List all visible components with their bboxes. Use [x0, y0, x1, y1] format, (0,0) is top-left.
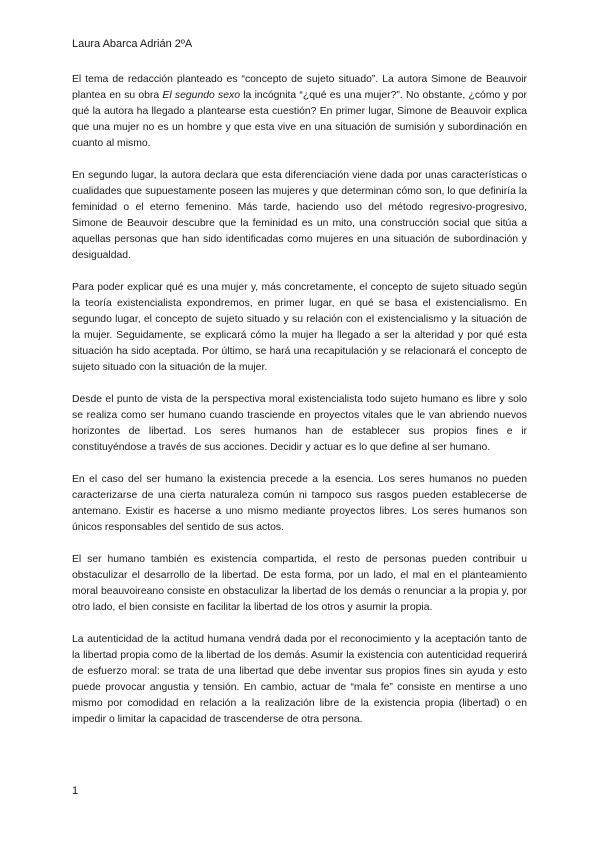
paragraph-4: Desde el punto de vista de la perspectiva moral existencialista todo sujeto humano es libre y solo se realiza como ser humano cuando trasciende en proyectos vitales que le van abriendo nuevos horizontes de libertad. Los seres humanos han de establecer sus propios fines e ir constituyéndose a través de sus acciones. Decidir y actuar es lo que define al ser humano. — [72, 394, 527, 453]
paragraph-2: En segundo lugar, la autora declara que esta diferenciación viene dada por unas características o cualidades que supuestamente poseen las mujeres y que determinan cómo son, lo que definiría la feminidad o el eterno femenino. Más tarde, haciendo uso del método regresivo-progresivo, Simone de Beauvoir descubre que la feminidad es un mito, una construcción social que sitúa a aquellas personas que han sido identificadas como mujeres en una situación de subordinación y desigualdad. — [72, 170, 527, 261]
paragraph-1 — [72, 72, 527, 152]
document-body — [72, 72, 527, 728]
paragraph-1-text-start: El tema de redacción planteado es “concepto de sujeto situado”. La autora Simone de Beauvoir plantea en su obra — [72, 74, 527, 101]
paragraph-3: Para poder explicar qué es una mujer y, más concretamente, el concepto de sujeto situado según la teoría existencialista expondremos, en primer lugar, en qué se basa el existencialismo. En segundo lugar, el concepto de sujeto situado y su relación con el existencialismo y la situación de la mujer. Seguidamente, se explicará cómo la mujer ha llegado a ser la alteridad y por qué esta situación ha sido aceptada. Por último, se hará una recapitulación y se relacionará el concepto de sujeto situado con la situación de la mujer. — [72, 282, 527, 373]
author-header: Laura Abarca Adrián 2ºA — [72, 38, 193, 50]
paragraph-7: La autenticidad de la actitud humana vendrá dada por el reconocimiento y la aceptación tanto de la libertad propia como de la libertad de los demás. Asumir la existencia con autenticidad requerirá de esfuerzo moral: se trata de una libertad que debe inventar sus propios fines sin ayuda y esto puede provocar angustia y tensión. En cambio, actuar de “mala fe” consiste en mentirse a uno mismo por comodidad en relación a la realización libre de la existencia propia (libertad) o en impedir o limitar la capacidad de trascenderse de otra persona. — [72, 634, 527, 725]
paragraph-6: El ser humano también es existencia compartida, el resto de personas pueden contribuir u obstaculizar el desarrollo de la libertad. De esta forma, por un lado, el mal en el planteamiento moral beauvoireano consiste en obstaculizar la libertad de los demás o renunciar a la propia y, por otro lado, el bien consiste en facilitar la libertad de los otros y asumir la propia. — [72, 554, 527, 613]
paragraph-1-text-end: la incógnita “¿qué es una mujer?”. No obstante, ¿cómo y por qué la autora ha llegado a plantearse esta cuestión? En primer lugar, Simone de Beauvoir explica que una mujer no es un hombre y que esta vive en una situación de sumisión y subordinación en cuanto al mismo. — [72, 90, 527, 149]
paragraph-5: En el caso del ser humano la existencia precede a la esencia. Los seres humanos no pueden caracterizarse de una cierta naturaleza común ni tampoco sus rasgos pueden establecerse de antemano. Existir es hacerse a uno mismo mediante proyectos libres. Los seres humanos son únicos responsables del sentido de sus actos. — [72, 474, 527, 533]
page-number: 1 — [72, 785, 79, 797]
book-title: El segundo sexo — [162, 90, 240, 101]
